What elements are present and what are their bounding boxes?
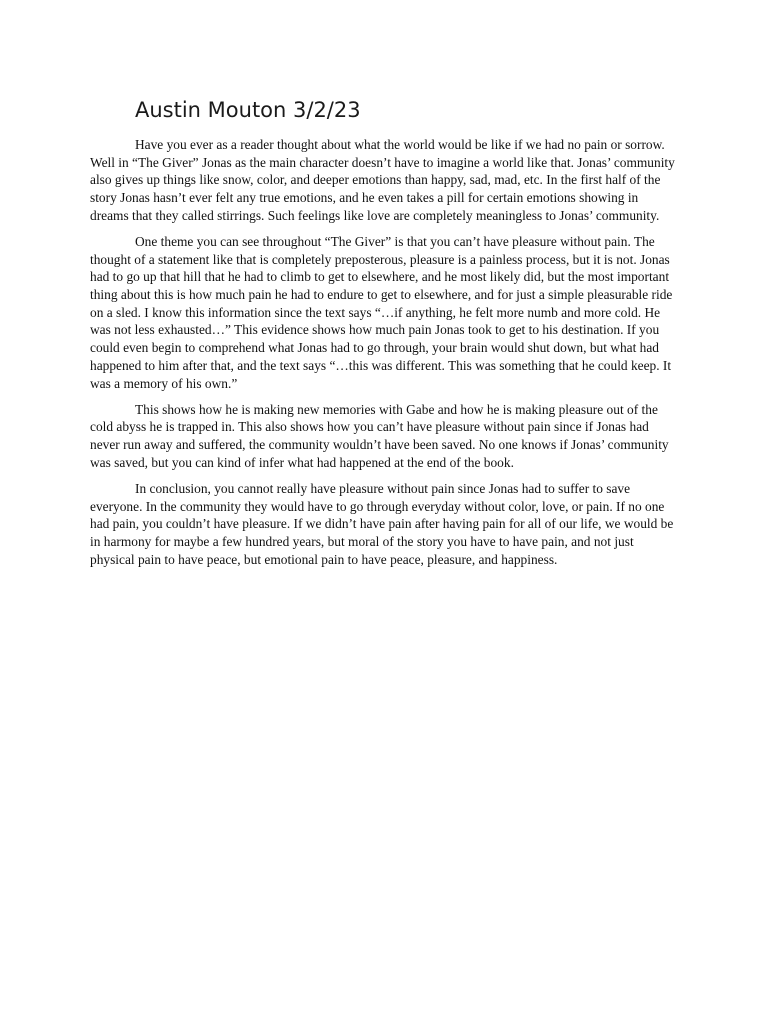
document-title: Austin Mouton 3/2/23 [135, 98, 361, 122]
paragraph-2: One theme you can see throughout “The Giver” is that you can’t have pleasure without pain. The thought of a statement like that is completely preposterous, pleasure is a painless process, but it is not. Jonas had to go up that hill that he had to climb to get to elsewhere, and he most likely did, but the most important thing about this is how much pain he had to endure to get to elsewhere, and for just a simple pleasurable ride on a sled. I know this information since the text says “…if anything, he felt more numb and more cold. He was not less exhausted…” This evidence shows how much pain Jonas took to get to his destination. If you could even begin to comprehend what Jonas had to go through, your brain would shut down, but what had happened to him after that, and the text says “…this was different. This was something that he could keep. It was a memory of his own.” [90, 233, 673, 391]
paragraph-1: Have you ever as a reader thought about what the world would be like if we had no pain or sorrow. Well in “The Giver” Jonas as the main character doesn’t have to imagine a world like that. Jonas’ community also gives up things like snow, color, and deeper emotions than happy, sad, mad, etc. In the first half of the story Jonas hasn’t ever felt any true emotions, and he even takes a pill for certain emotions showing in dreams that they called stirrings. Such feelings like love are completely meaningless to Jonas’ community. [90, 137, 675, 223]
paragraph-4: In conclusion, you cannot really have pleasure without pain since Jonas had to suffer to save everyone. In the community they would have to go through everyday without color, love, or pain. If no one had pain, you couldn’t have pleasure. If we didn’t have pain after having pain for all of our life, we would be in harmony for maybe a few hundred years, but moral of the story you have to have pain, and not just physical pain to have peace, but emotional pain to have peace, pleasure, and happiness. [90, 480, 674, 567]
document-body [90, 136, 676, 577]
paragraph-3: This shows how he is making new memories with Gabe and how he is making pleasure out of the cold abyss he is trapped in. This also shows how you can’t have pleasure without pain since if Jonas had never run away and suffered, the community wouldn’t have been saved. No one knows if Jonas’ community was saved, but you can kind of infer what had happened at the end of the book. [90, 401, 669, 470]
